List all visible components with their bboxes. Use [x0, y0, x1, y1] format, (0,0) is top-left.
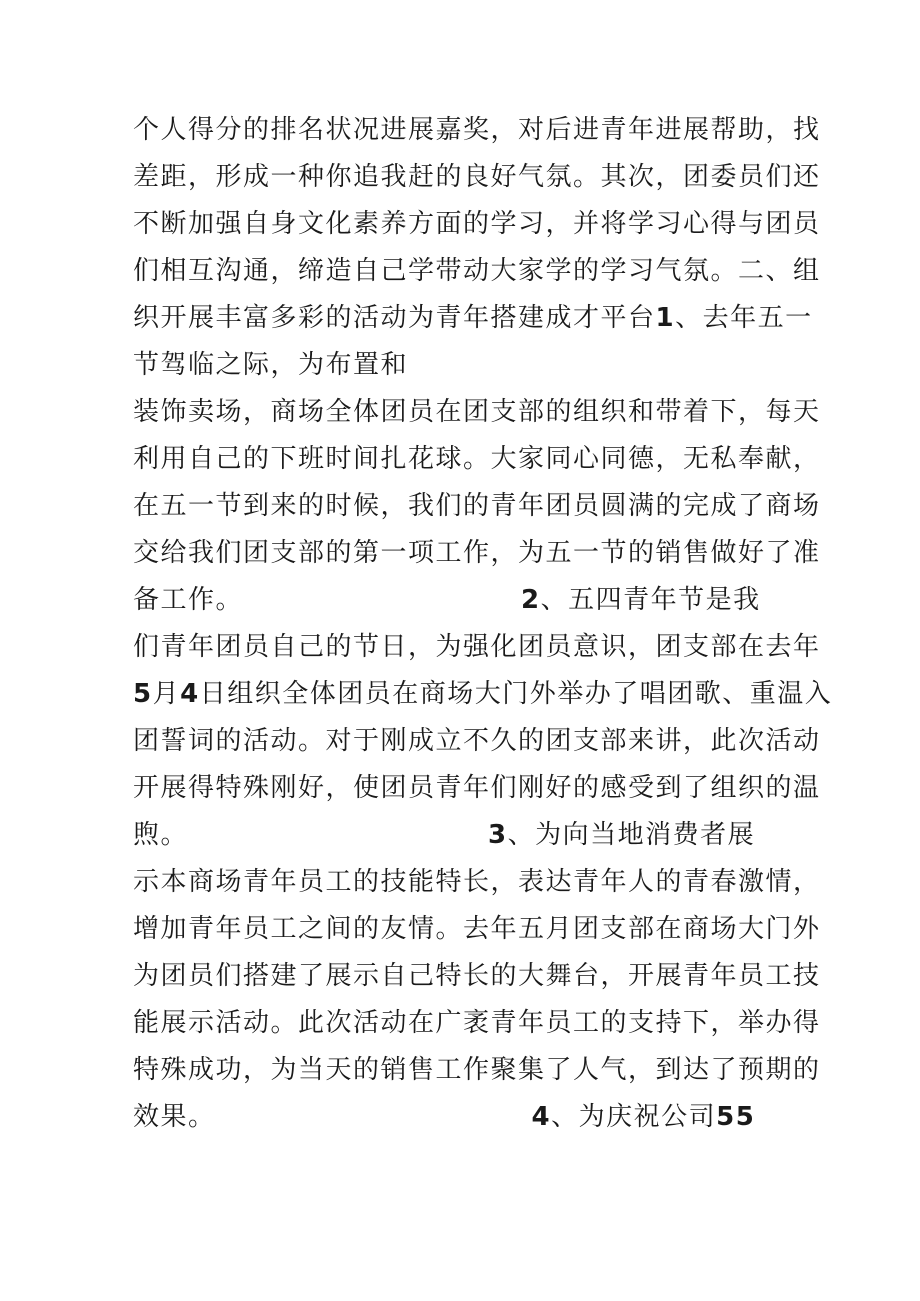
text-line — [133, 583, 761, 617]
text-span: 煦。 — [133, 820, 189, 850]
text-span: 开展得特殊刚好，使团员青年们刚好的感受到了组织的温 — [133, 773, 821, 803]
text-span: 能展示活动。此次活动在广袤青年员工的支持下，举办得 — [133, 1008, 821, 1038]
text-span: 交给我们团支部的第一项工作，为五一节的销售做好了准 — [133, 538, 821, 568]
text-span: 示本商场青年员工的技能特长，表达青年人的青春激情， — [133, 867, 821, 897]
text-span: 备工作。 — [133, 585, 244, 615]
text-line — [133, 724, 821, 758]
text-span: 特殊成功，为当天的销售工作聚集了人气，到达了预期的 — [133, 1055, 821, 1085]
text-span: 个人得分的排名状况进展嘉奖，对后进青年进展帮助，找 — [133, 115, 821, 145]
text-line — [133, 113, 821, 147]
text-span: 为团员们搭建了展示自己特长的大舞台，开展青年员工技 — [133, 961, 821, 991]
text-line — [133, 865, 821, 899]
text-line — [133, 536, 821, 570]
text-line — [133, 160, 821, 194]
text-span: 、为向当地消费者展 — [507, 820, 756, 850]
text-line — [133, 207, 821, 241]
text-span: 日组织全体团员在商场大门外举办了唱团歌、重温入 — [199, 679, 833, 709]
text-line — [133, 442, 821, 476]
date-number: 5 — [133, 679, 153, 709]
list-number: 4 — [531, 1102, 552, 1132]
text-span: 不断加强自身文化素养方面的学习，并将学习心得与团员 — [133, 209, 821, 239]
text-line — [133, 395, 821, 429]
text-span: 节驾临之际，为布置和 — [133, 350, 409, 380]
text-span: 月 — [152, 679, 181, 709]
text-span: 装饰卖场，商场全体团员在团支部的组织和带着下，每天 — [133, 397, 821, 427]
text-line — [133, 677, 832, 711]
text-line — [133, 1006, 821, 1040]
text-span: 、五四青年节是我 — [540, 585, 761, 615]
text-span: 差距，形成一种你追我赶的良好气氛。其次，团委员们还 — [133, 162, 821, 192]
text-span: 、为庆祝公司 — [551, 1102, 717, 1132]
text-line — [133, 818, 755, 852]
text-line — [133, 959, 821, 993]
text-span: 们青年团员自己的节日，为强化团员意识，团支部在去年 — [133, 632, 821, 662]
text-line — [133, 1100, 755, 1134]
text-span: 利用自己的下班时间扎花球。大家同心同德，无私奉献， — [133, 444, 821, 474]
text-span: 在五一节到来的时候，我们的青年团员圆满的完成了商场 — [133, 491, 821, 521]
text-line — [133, 254, 821, 288]
text-span: 、去年五一 — [675, 303, 813, 333]
date-number: 4 — [180, 679, 200, 709]
text-line — [133, 489, 821, 523]
text-span: 团誓词的活动。对于刚成立不久的团支部来讲，此次活动 — [133, 726, 821, 756]
list-number: 1 — [655, 303, 676, 333]
text-line — [133, 301, 813, 335]
text-line — [133, 912, 821, 946]
list-number: 2 — [521, 585, 541, 615]
text-line — [133, 1053, 821, 1087]
list-number: 3 — [488, 820, 508, 850]
text-line — [133, 771, 821, 805]
text-span: 织开展丰富多彩的活动为青年搭建成才平台 — [133, 303, 656, 333]
text-line — [133, 348, 408, 382]
text-span: 们相互沟通，缔造自己学带动大家学的学习气氛。二、组 — [133, 256, 821, 286]
text-span: 增加青年员工之间的友情。去年五月团支部在商场大门外 — [133, 914, 821, 944]
text-span: 效果。 — [133, 1102, 216, 1132]
list-number: 55 — [716, 1102, 756, 1132]
text-line — [133, 630, 821, 664]
